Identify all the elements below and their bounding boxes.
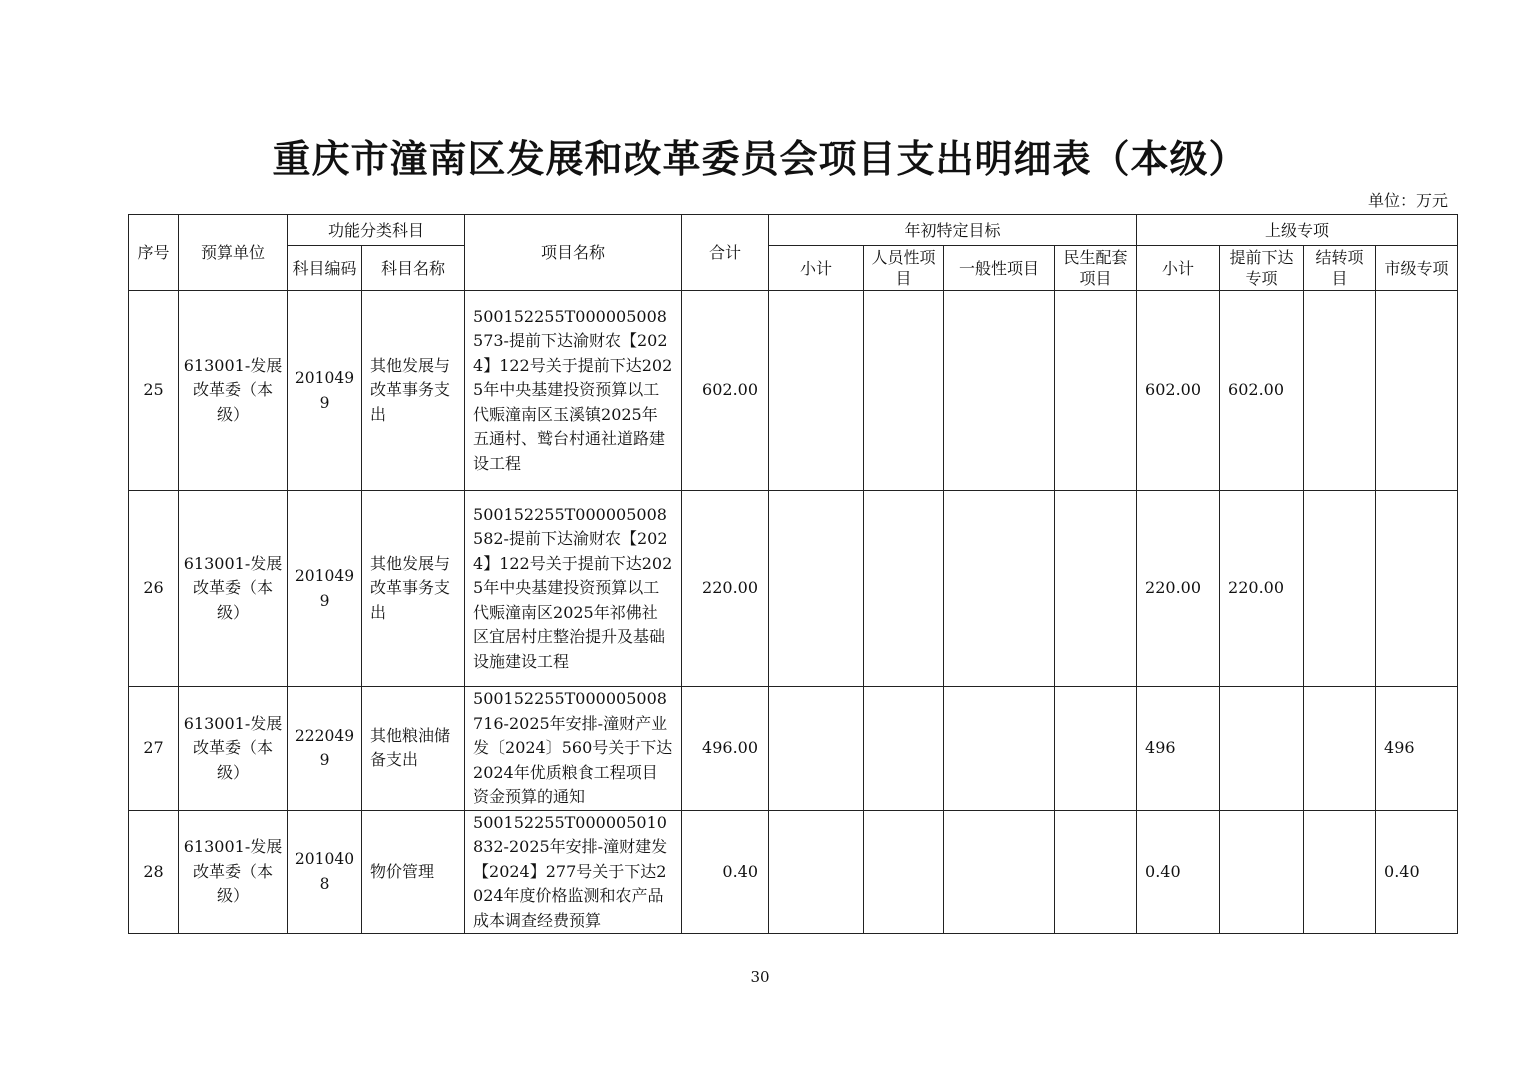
header-personnel: 人员性项目 [864,246,944,291]
row-livelihood [1055,810,1137,934]
page-title: 重庆市潼南区发展和改革委员会项目支出明细表（本级） [272,136,1248,181]
row-subject: 其他发展与改革事务支出 [362,491,465,687]
header-annual-subtotal: 小计 [769,246,864,291]
row-project: 500152255T000005010832-2025年安排-潼财建发【2024】277号关于下达2024年度价格监测和农产品成本调查经费预算 [465,810,682,934]
header-subject-code: 科目编码 [288,246,362,291]
row-upper-subtotal: 0.40 [1137,810,1220,934]
row-seq: 28 [129,810,179,934]
unit-label: 单位：万元 [1367,191,1448,210]
row-seq: 25 [129,291,179,491]
header-subject-name: 科目名称 [362,246,465,291]
row-livelihood [1055,491,1137,687]
row-livelihood [1055,687,1137,811]
row-code: 2010499 [288,491,362,687]
row-carryover [1304,810,1376,934]
row-seq: 26 [129,491,179,687]
table-row [129,687,1458,811]
project-expense-table [128,214,1458,934]
row-project: 500152255T000005008573-提前下达渝财农【2024】122号关于提前下达2025年中央基建投资预算以工代赈潼南区玉溪镇2025年五通村、鹫台村通社道路建设工程 [465,291,682,491]
row-seq: 27 [129,687,179,811]
row-carryover [1304,687,1376,811]
header-general: 一般性项目 [944,246,1055,291]
row-code: 2010408 [288,810,362,934]
row-advance: 602.00 [1220,291,1304,491]
row-project: 500152255T000005008582-提前下达渝财农【2024】122号关于提前下达2025年中央基建投资预算以工代赈潼南区2025年祁佛社区宜居村庄整治提升及基础设施建设工程 [465,491,682,687]
row-personnel [864,291,944,491]
row-general [944,810,1055,934]
header-budget-unit: 预算单位 [179,215,288,291]
row-city [1376,491,1458,687]
row-annual-subtotal [769,491,864,687]
row-subject: 其他粮油储备支出 [362,687,465,811]
row-carryover [1304,491,1376,687]
row-upper-subtotal: 496 [1137,687,1220,811]
row-general [944,687,1055,811]
header-function-group: 功能分类科目 [288,215,465,246]
header-total: 合计 [682,215,769,291]
header-project-name: 项目名称 [465,215,682,291]
row-personnel [864,491,944,687]
row-unit: 613001-发展改革委（本级） [179,491,288,687]
row-annual-subtotal [769,687,864,811]
row-city [1376,291,1458,491]
table-row [129,491,1458,687]
header-annual-targets: 年初特定目标 [769,215,1137,246]
table-row [129,291,1458,491]
row-upper-subtotal: 602.00 [1137,291,1220,491]
header-upper-subtotal: 小计 [1137,246,1220,291]
row-total: 220.00 [682,491,769,687]
row-general [944,291,1055,491]
row-total: 602.00 [682,291,769,491]
row-city: 496 [1376,687,1458,811]
row-project: 500152255T000005008716-2025年安排-潼财产业发〔2024〕560号关于下达2024年优质粮食工程项目资金预算的通知 [465,687,682,811]
row-total: 0.40 [682,810,769,934]
page-number: 30 [750,968,770,986]
row-total: 496.00 [682,687,769,811]
row-unit: 613001-发展改革委（本级） [179,687,288,811]
header-city: 市级专项 [1376,246,1458,291]
row-city: 0.40 [1376,810,1458,934]
row-unit: 613001-发展改革委（本级） [179,810,288,934]
row-subject: 其他发展与改革事务支出 [362,291,465,491]
row-advance [1220,810,1304,934]
row-personnel [864,810,944,934]
row-upper-subtotal: 220.00 [1137,491,1220,687]
row-advance [1220,687,1304,811]
table-row [129,810,1458,934]
header-advance: 提前下达专项 [1220,246,1304,291]
row-annual-subtotal [769,291,864,491]
row-subject: 物价管理 [362,810,465,934]
header-carryover: 结转项目 [1304,246,1376,291]
row-personnel [864,687,944,811]
row-general [944,491,1055,687]
row-unit: 613001-发展改革委（本级） [179,291,288,491]
row-code: 2010499 [288,291,362,491]
row-advance: 220.00 [1220,491,1304,687]
row-code: 2220499 [288,687,362,811]
row-annual-subtotal [769,810,864,934]
row-carryover [1304,291,1376,491]
header-upper-special: 上级专项 [1137,215,1458,246]
header-seq: 序号 [129,215,179,291]
row-livelihood [1055,291,1137,491]
header-livelihood: 民生配套项目 [1055,246,1137,291]
